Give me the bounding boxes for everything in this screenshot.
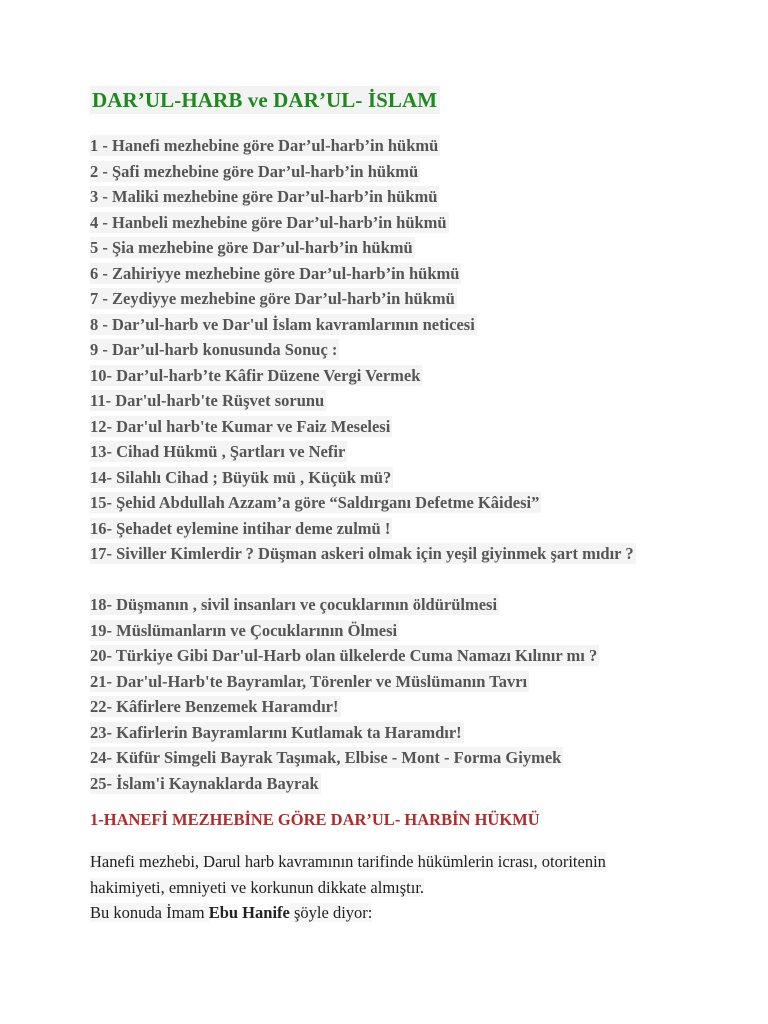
toc-item [90,235,690,261]
toc-item-text: 11- Dar'ul-harb'te Rüşvet sorunu [90,391,325,410]
toc-item-text: 23- Kafirlerin Bayramlarını Kutlamak ta Haramdır! [90,722,462,742]
toc-item [90,490,690,516]
toc-item [90,414,690,440]
toc-item-text: 8 - Dar’ul-harb ve Dar'ul İslam kavramlarının neticesi [90,314,475,334]
document-title: DAR’UL-HARB ve DAR’UL- İSLAM [90,86,440,114]
toc-item-text: 22- Kâfirlere Benzemek Haramdır! [90,697,339,716]
toc-item-text: 16- Şehadet eylemine intihar deme zulmü ! [90,518,391,538]
section-heading: 1-HANEFİ MEZHEBİNE GÖRE DAR’UL- HARBİN HÜKMÜ [90,810,540,829]
toc-item [90,771,690,797]
toc-item [90,541,660,592]
toc-item [90,159,690,185]
table-of-contents [90,133,690,796]
paragraph-suffix: şöyle diyor: [289,903,373,922]
toc-item-text: 15- Şehid Abdullah Azzam’a göre “Saldırganı Defetme Kâidesi” [90,493,540,512]
toc-item [90,745,690,771]
toc-item-text: 9 - Dar’ul-harb konusunda Sonuç : [90,340,338,359]
toc-item [90,133,690,159]
toc-item [90,516,690,542]
toc-item [90,720,690,746]
toc-item-text: 1 - Hanefi mezhebine göre Dar’ul-harb’in hükmü [90,136,439,155]
toc-item [90,669,690,695]
toc-item-text: 3 - Maliki mezhebine göre Dar’ul-harb’in hükmü [90,187,438,206]
paragraph-prefix: Bu konuda İmam [90,903,209,922]
toc-item [90,210,690,236]
toc-item [90,388,690,414]
toc-item-text: 6 - Zahiriyye mezhebine göre Dar’ul-harb’in hükmü [90,263,460,283]
toc-item-text: 21- Dar'ul-Harb'te Bayramlar, Törenler ve Müslümanın Tavrı [90,671,528,691]
toc-item-text: 25- İslam'i Kaynaklarda Bayrak [90,773,319,793]
toc-item-text: 13- Cihad Hükmü , Şartları ve Nefir [90,442,346,461]
toc-item-text: 4 - Hanbeli mezhebine göre Dar’ul-harb’in hükmü [90,212,447,232]
toc-item-text: 2 - Şafi mezhebine göre Dar’ul-harb’in hükmü [90,161,419,181]
paragraph [90,849,670,900]
toc-item-text: 19- Müslümanların ve Çocuklarının Ölmesi [90,620,398,640]
toc-item [90,465,690,491]
toc-item [90,643,690,669]
toc-item [90,184,690,210]
toc-item-text: 7 - Zeydiyye mezhebine göre Dar’ul-harb’in hükmü [90,289,455,308]
toc-item [90,363,690,389]
body-text [90,849,670,926]
toc-item [90,286,690,312]
toc-item [90,592,690,618]
toc-item [90,439,690,465]
toc-item-text: 18- Düşmanın , sivil insanları ve çocuklarının öldürülmesi [90,595,498,614]
toc-item-text: 20- Türkiye Gibi Dar'ul-Harb olan ülkelerde Cuma Namazı Kılınır mı ? [90,646,598,665]
toc-item [90,337,690,363]
toc-item-text: 24- Küfür Simgeli Bayrak Taşımak, Elbise - Mont - Forma Giymek [90,748,562,767]
paragraph-text: Hanefi mezhebi, Darul harb kavramının tarifinde hükümlerin icrası, otoritenin hakimiyeti, emniyeti ve korkunun dikkate almıştır. [90,852,606,897]
toc-item-text: 10- Dar’ul-harb’te Kâfir Düzene Vergi Vermek [90,365,421,385]
toc-item-text: 17- Siviller Kimlerdir ? Düşman askeri olmak için yeşil giyinmek şart mıdır ? [90,544,634,563]
toc-item [90,694,690,720]
toc-item [90,312,690,338]
toc-item-text: 5 - Şia mezhebine göre Dar’ul-harb’in hükmü [90,238,413,257]
toc-item-text: 14- Silahlı Cihad ; Büyük mü , Küçük mü? [90,467,392,487]
toc-item-text: 12- Dar'ul harb'te Kumar ve Faiz Meselesi [90,416,391,436]
toc-item [90,261,690,287]
paragraph [90,900,670,926]
toc-item [90,618,690,644]
paragraph-bold-name: Ebu Hanife [208,903,290,922]
